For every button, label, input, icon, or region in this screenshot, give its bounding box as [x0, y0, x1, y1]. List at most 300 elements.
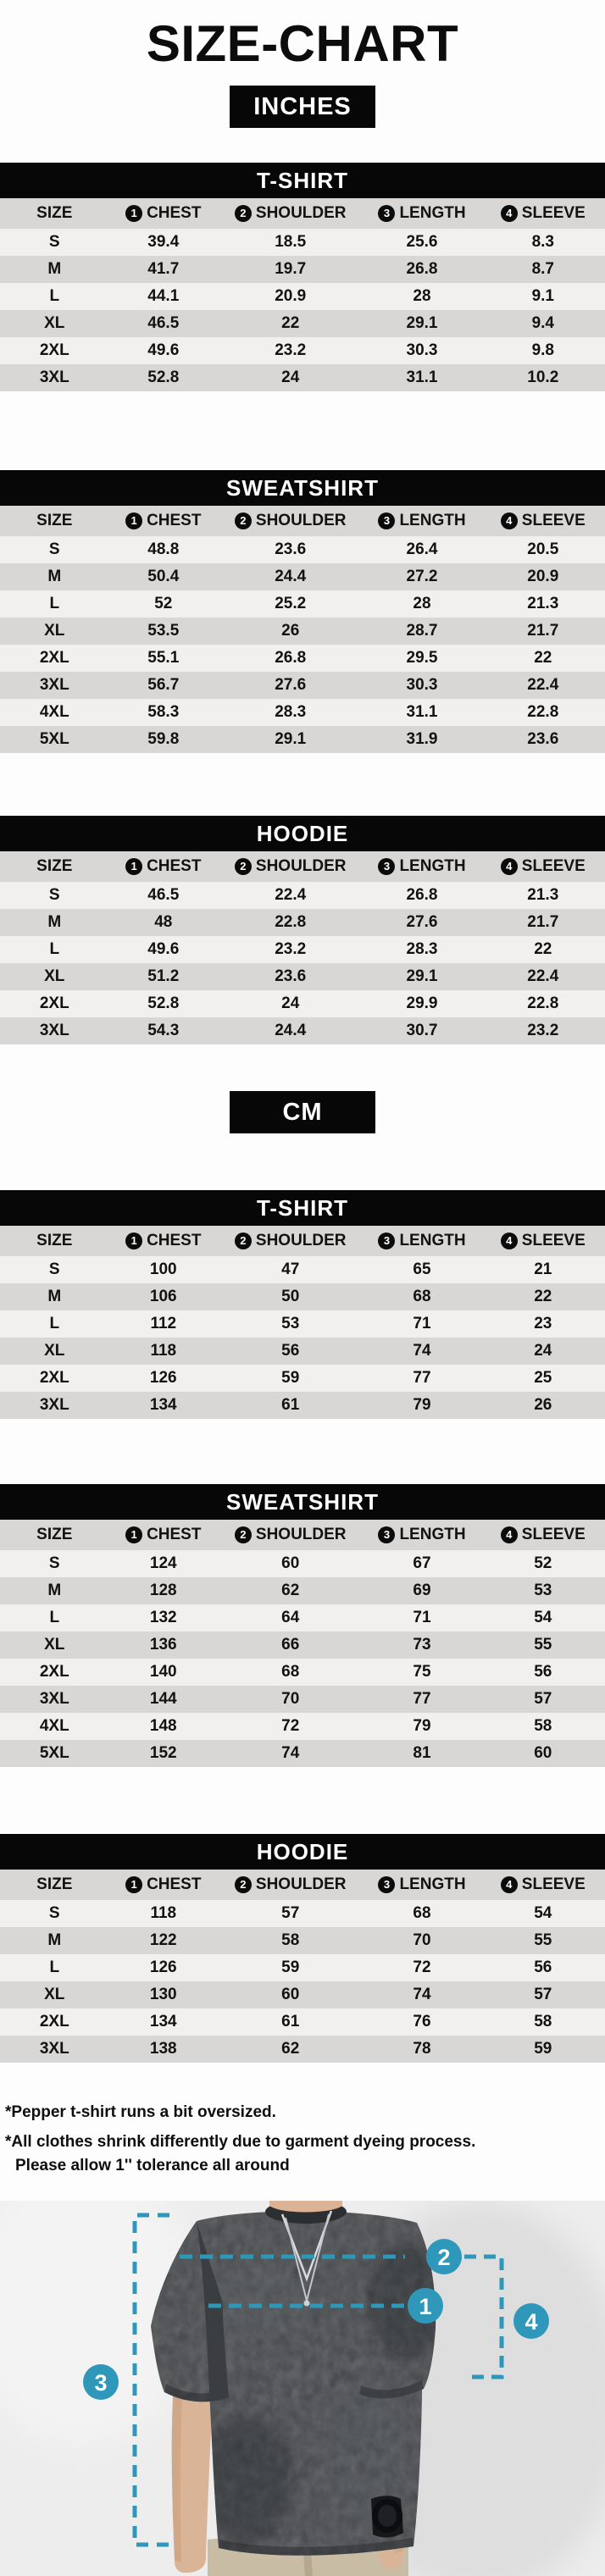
column-marker-circle: 3 — [378, 1526, 395, 1543]
cm-tables — [0, 1190, 605, 2063]
value-cell: 58 — [534, 1717, 552, 1735]
value-cell: 24 — [534, 1342, 552, 1360]
size-cell: 5XL — [39, 1744, 69, 1762]
size-table — [0, 1484, 605, 1767]
column-header — [109, 512, 219, 530]
table-row — [0, 229, 605, 256]
column-header — [0, 204, 109, 223]
value-cell: 55 — [534, 1931, 552, 1949]
column-label: SHOULDER — [255, 857, 347, 875]
value-cell: 28 — [413, 595, 431, 612]
table-title: SWEATSHIRT — [0, 470, 605, 506]
value-cell: 46.5 — [147, 886, 180, 904]
value-cell: 59 — [281, 1369, 300, 1387]
value-cell: 10.2 — [527, 368, 559, 386]
column-marker-circle: 1 — [125, 1876, 142, 1893]
value-cell: 21 — [534, 1260, 552, 1278]
value-cell: 26.8 — [406, 260, 438, 278]
column-header — [109, 857, 219, 876]
table-row — [0, 936, 605, 963]
column-label: SHOULDER — [255, 512, 347, 529]
column-marker-circle: 1 — [125, 1233, 142, 1249]
value-cell: 21.7 — [527, 622, 559, 640]
table-row — [0, 2036, 605, 2063]
value-cell: 23.2 — [527, 1022, 559, 1039]
size-cell: 2XL — [39, 1369, 69, 1387]
unit-badge-inches: INCHES — [230, 86, 375, 128]
column-marker-circle: 2 — [235, 512, 252, 529]
value-cell: 29.9 — [406, 994, 438, 1012]
value-cell: 20.9 — [527, 568, 559, 585]
value-cell: 68 — [413, 1288, 431, 1305]
value-cell: 130 — [149, 1986, 177, 2003]
size-cell: M — [47, 1582, 62, 1599]
value-cell: 81 — [413, 1744, 431, 1762]
value-cell: 74 — [281, 1744, 300, 1762]
column-header — [0, 1232, 109, 1250]
size-cell: XL — [44, 314, 65, 332]
column-header — [363, 512, 480, 530]
value-cell: 9.8 — [531, 341, 554, 359]
value-cell: 59 — [281, 1958, 300, 1976]
value-cell: 72 — [281, 1717, 300, 1735]
column-marker-circle: 4 — [501, 205, 518, 222]
value-cell: 53.5 — [147, 622, 180, 640]
value-cell: 62 — [281, 1582, 300, 1599]
value-cell: 31.1 — [406, 368, 438, 386]
value-cell: 132 — [149, 1609, 177, 1626]
value-cell: 152 — [149, 1744, 177, 1762]
value-cell: 79 — [413, 1396, 431, 1414]
column-header — [363, 1875, 480, 1894]
value-cell: 26 — [281, 622, 300, 640]
column-marker-circle: 3 — [378, 205, 395, 222]
value-cell: 48 — [154, 913, 173, 931]
value-cell: 27.6 — [406, 913, 438, 931]
column-label: SIZE — [36, 857, 73, 875]
size-cell: XL — [44, 1636, 65, 1654]
column-label: LENGTH — [399, 1232, 466, 1249]
column-header — [0, 1875, 109, 1894]
value-cell: 68 — [413, 1904, 431, 1922]
value-cell: 22.8 — [275, 913, 307, 931]
value-cell: 23.2 — [275, 341, 307, 359]
value-cell: 52 — [154, 595, 173, 612]
value-cell: 30.7 — [406, 1022, 438, 1039]
value-cell: 21.7 — [527, 913, 559, 931]
footnotes — [5, 2102, 605, 2177]
value-cell: 59.8 — [147, 730, 180, 748]
value-cell: 70 — [281, 1690, 300, 1708]
size-cell: L — [49, 595, 60, 612]
column-marker-circle: 2 — [235, 1876, 252, 1893]
column-header — [481, 1232, 605, 1250]
size-cell: 4XL — [39, 703, 69, 721]
value-cell: 30.3 — [406, 341, 438, 359]
value-cell: 49.6 — [147, 341, 180, 359]
column-marker-circle: 4 — [501, 1233, 518, 1249]
column-marker-circle: 3 — [378, 1876, 395, 1893]
value-cell: 118 — [150, 1904, 177, 1922]
value-cell: 61 — [281, 1396, 300, 1414]
table-row — [0, 256, 605, 283]
value-cell: 56 — [534, 1958, 552, 1976]
column-marker-circle: 4 — [501, 512, 518, 529]
column-marker-circle: 1 — [125, 858, 142, 875]
table-row — [0, 699, 605, 726]
column-label: CHEST — [147, 857, 202, 875]
value-cell: 58 — [281, 1931, 300, 1949]
value-cell: 134 — [149, 2013, 177, 2030]
column-label: LENGTH — [399, 857, 466, 875]
column-marker-circle: 2 — [235, 205, 252, 222]
table-header-row — [0, 506, 605, 536]
size-cell: XL — [44, 1986, 65, 2003]
value-cell: 72 — [413, 1958, 431, 1976]
value-cell: 73 — [413, 1636, 431, 1654]
measure-point-1-label: 1 — [419, 2294, 432, 2319]
size-cell: 2XL — [39, 341, 69, 359]
value-cell: 21.3 — [527, 886, 559, 904]
value-cell: 55 — [534, 1636, 552, 1654]
value-cell: 49.6 — [147, 940, 180, 958]
value-cell: 29.5 — [406, 649, 438, 667]
table-row — [0, 1256, 605, 1283]
size-cell: 3XL — [39, 368, 69, 386]
value-cell: 124 — [149, 1554, 177, 1572]
inches-tables — [0, 163, 605, 1044]
column-label: LENGTH — [399, 1526, 466, 1543]
column-label: CHEST — [147, 1232, 202, 1249]
table-row — [0, 1365, 605, 1392]
size-table — [0, 163, 605, 391]
table-row — [0, 882, 605, 909]
column-label: SHOULDER — [255, 1526, 347, 1543]
measure-point-4-label: 4 — [525, 2309, 538, 2335]
size-table — [0, 470, 605, 753]
column-label: SLEEVE — [521, 512, 586, 529]
size-cell: L — [49, 287, 60, 305]
value-cell: 23.6 — [275, 967, 307, 985]
value-cell: 25.2 — [275, 595, 307, 612]
column-label: SIZE — [36, 204, 73, 222]
value-cell: 31.9 — [406, 730, 438, 748]
value-cell: 29.1 — [275, 730, 307, 748]
column-label: CHEST — [147, 1875, 202, 1893]
column-label: SIZE — [36, 1232, 73, 1249]
column-header — [481, 1875, 605, 1894]
size-cell: L — [49, 1958, 60, 1976]
column-header — [363, 1232, 480, 1250]
size-cell: S — [48, 886, 60, 904]
value-cell: 26.4 — [406, 540, 438, 558]
size-cell: XL — [44, 622, 65, 640]
table-row — [0, 1017, 605, 1044]
table-row — [0, 1338, 605, 1365]
value-cell: 56.7 — [147, 676, 180, 694]
value-cell: 128 — [149, 1582, 177, 1599]
size-cell: 2XL — [39, 2013, 69, 2030]
size-cell: M — [47, 568, 62, 585]
size-cell: S — [48, 1904, 60, 1922]
value-cell: 66 — [281, 1636, 300, 1654]
column-marker-circle: 4 — [501, 1526, 518, 1543]
value-cell: 71 — [413, 1609, 431, 1626]
table-row — [0, 672, 605, 699]
table-row — [0, 1659, 605, 1686]
size-cell: S — [48, 1260, 60, 1278]
value-cell: 100 — [149, 1260, 177, 1278]
value-cell: 53 — [534, 1582, 552, 1599]
footnote-oversized: *Pepper t-shirt runs a bit oversized. — [5, 2103, 276, 2121]
size-cell: 3XL — [39, 676, 69, 694]
table-row — [0, 1283, 605, 1310]
value-cell: 54 — [534, 1904, 552, 1922]
value-cell: 22 — [534, 940, 552, 958]
value-cell: 60 — [281, 1986, 300, 2003]
model-photo — [0, 2201, 605, 2576]
column-label: SLEEVE — [521, 1232, 586, 1249]
table-header-row — [0, 1520, 605, 1550]
column-header — [109, 1526, 219, 1544]
value-cell: 29.1 — [406, 314, 438, 332]
value-cell: 28.3 — [406, 940, 438, 958]
column-header — [481, 512, 605, 530]
value-cell: 67 — [413, 1554, 431, 1572]
size-cell: XL — [44, 1342, 65, 1360]
column-label: SHOULDER — [255, 1232, 347, 1249]
size-cell: L — [49, 1315, 60, 1332]
value-cell: 19.7 — [275, 260, 307, 278]
table-row — [0, 1686, 605, 1713]
table-row — [0, 726, 605, 753]
value-cell: 47 — [281, 1260, 300, 1278]
size-cell: XL — [44, 967, 65, 985]
value-cell: 31.1 — [406, 703, 438, 721]
value-cell: 27.2 — [406, 568, 438, 585]
value-cell: 148 — [149, 1717, 177, 1735]
cm-section — [0, 1091, 605, 2063]
unit-badge-cm: CM — [230, 1091, 375, 1133]
value-cell: 22.4 — [527, 676, 559, 694]
value-cell: 144 — [149, 1690, 177, 1708]
table-title: HOODIE — [0, 816, 605, 851]
size-cell: L — [49, 1609, 60, 1626]
value-cell: 18.5 — [275, 233, 307, 251]
value-cell: 52.8 — [147, 994, 180, 1012]
column-header — [0, 512, 109, 530]
column-marker-circle: 2 — [235, 1233, 252, 1249]
column-header — [0, 1526, 109, 1544]
inches-section — [0, 86, 605, 1044]
table-row — [0, 310, 605, 337]
column-label: CHEST — [147, 1526, 202, 1543]
value-cell: 106 — [149, 1288, 177, 1305]
value-cell: 76 — [413, 2013, 431, 2030]
value-cell: 53 — [281, 1315, 300, 1332]
value-cell: 27.6 — [275, 676, 307, 694]
table-title: T-SHIRT — [0, 1190, 605, 1226]
value-cell: 23.6 — [527, 730, 559, 748]
table-title: HOODIE — [0, 1834, 605, 1870]
size-cell: 3XL — [39, 1396, 69, 1414]
table-row — [0, 1981, 605, 2008]
value-cell: 78 — [413, 2040, 431, 2058]
table-row — [0, 536, 605, 563]
value-cell: 24.4 — [275, 568, 307, 585]
size-table — [0, 816, 605, 1044]
column-label: SLEEVE — [521, 857, 586, 875]
value-cell: 69 — [413, 1582, 431, 1599]
value-cell: 64 — [281, 1609, 300, 1626]
value-cell: 60 — [534, 1744, 552, 1762]
table-header-row — [0, 198, 605, 229]
column-marker-circle: 3 — [378, 512, 395, 529]
size-cell: M — [47, 913, 62, 931]
column-label: CHEST — [147, 512, 202, 529]
column-header — [218, 204, 363, 223]
column-header — [363, 1526, 480, 1544]
value-cell: 28.7 — [406, 622, 438, 640]
table-row — [0, 645, 605, 672]
value-cell: 136 — [149, 1636, 177, 1654]
column-header — [218, 1232, 363, 1250]
size-cell: M — [47, 1931, 62, 1949]
value-cell: 20.5 — [527, 540, 559, 558]
measure-point-2-label: 2 — [437, 2245, 451, 2270]
value-cell: 140 — [149, 1663, 177, 1681]
column-header — [363, 204, 480, 223]
value-cell: 50.4 — [147, 568, 180, 585]
page-title: SIZE-CHART — [146, 15, 459, 72]
value-cell: 26.8 — [275, 649, 307, 667]
size-cell: M — [47, 1288, 62, 1305]
size-cell: L — [49, 940, 60, 958]
size-cell: S — [48, 1554, 60, 1572]
table-row — [0, 618, 605, 645]
value-cell: 24 — [281, 368, 300, 386]
table-title: SWEATSHIRT — [0, 1484, 605, 1520]
table-row — [0, 364, 605, 391]
size-table — [0, 1834, 605, 2063]
value-cell: 57 — [534, 1986, 552, 2003]
column-marker-circle: 4 — [501, 858, 518, 875]
size-cell: S — [48, 233, 60, 251]
size-cell: S — [48, 540, 60, 558]
value-cell: 50 — [281, 1288, 300, 1305]
column-label: SHOULDER — [255, 1875, 347, 1893]
table-row — [0, 1954, 605, 1981]
column-label: SIZE — [36, 512, 73, 529]
value-cell: 58 — [534, 2013, 552, 2030]
footnote-tolerance: Please allow 1'' tolerance all around — [15, 2157, 290, 2174]
value-cell: 118 — [150, 1342, 177, 1360]
table-row — [0, 1713, 605, 1740]
size-cell: 3XL — [39, 2040, 69, 2058]
column-marker-circle: 3 — [378, 858, 395, 875]
value-cell: 54 — [534, 1609, 552, 1626]
value-cell: 126 — [149, 1369, 177, 1387]
value-cell: 74 — [413, 1342, 431, 1360]
value-cell: 56 — [281, 1342, 300, 1360]
value-cell: 134 — [149, 1396, 177, 1414]
table-row — [0, 563, 605, 590]
column-header — [109, 204, 219, 223]
value-cell: 20.9 — [275, 287, 307, 305]
value-cell: 126 — [149, 1958, 177, 1976]
table-header-row — [0, 1870, 605, 1900]
value-cell: 26 — [534, 1396, 552, 1414]
column-label: LENGTH — [399, 204, 466, 222]
column-label: SLEEVE — [521, 1526, 586, 1543]
value-cell: 23.2 — [275, 940, 307, 958]
column-header — [0, 857, 109, 876]
value-cell: 52.8 — [147, 368, 180, 386]
value-cell: 75 — [413, 1663, 431, 1681]
value-cell: 56 — [534, 1663, 552, 1681]
value-cell: 25 — [534, 1369, 552, 1387]
column-marker-circle: 1 — [125, 512, 142, 529]
table-header-row — [0, 851, 605, 882]
value-cell: 61 — [281, 2013, 300, 2030]
value-cell: 39.4 — [147, 233, 180, 251]
value-cell: 41.7 — [147, 260, 180, 278]
column-label: SHOULDER — [255, 204, 347, 222]
column-header — [481, 1526, 605, 1544]
column-header — [218, 1526, 363, 1544]
table-row — [0, 1927, 605, 1954]
value-cell: 9.4 — [531, 314, 554, 332]
table-row — [0, 1900, 605, 1927]
value-cell: 57 — [534, 1690, 552, 1708]
value-cell: 55.1 — [147, 649, 180, 667]
value-cell: 8.3 — [531, 233, 554, 251]
column-header — [109, 1875, 219, 1894]
size-cell: 3XL — [39, 1690, 69, 1708]
value-cell: 9.1 — [531, 287, 554, 305]
column-label: LENGTH — [399, 1875, 466, 1893]
table-header-row — [0, 1226, 605, 1256]
column-marker-circle: 2 — [235, 858, 252, 875]
column-label: SLEEVE — [521, 1875, 586, 1893]
column-header — [218, 857, 363, 876]
value-cell: 8.7 — [531, 260, 554, 278]
table-row — [0, 909, 605, 936]
table-row — [0, 590, 605, 618]
value-cell: 54.3 — [147, 1022, 180, 1039]
value-cell: 138 — [149, 2040, 177, 2058]
value-cell: 122 — [149, 1931, 177, 1949]
value-cell: 74 — [413, 1986, 431, 2003]
value-cell: 70 — [413, 1931, 431, 1949]
table-row — [0, 1604, 605, 1631]
column-header — [109, 1232, 219, 1250]
column-label: LENGTH — [399, 512, 466, 529]
value-cell: 28 — [413, 287, 431, 305]
size-cell: 4XL — [39, 1717, 69, 1735]
footnote-shrink: *All clothes shrink differently due to garment dyeing process. — [5, 2133, 476, 2151]
size-cell: 2XL — [39, 649, 69, 667]
value-cell: 51.2 — [147, 967, 180, 985]
value-cell: 112 — [150, 1315, 177, 1332]
size-cell: 2XL — [39, 994, 69, 1012]
table-row — [0, 1550, 605, 1577]
value-cell: 71 — [413, 1315, 431, 1332]
measure-point-3-label: 3 — [94, 2370, 108, 2396]
value-cell: 46.5 — [147, 314, 180, 332]
value-cell: 77 — [413, 1369, 431, 1387]
column-marker-circle: 2 — [235, 1526, 252, 1543]
